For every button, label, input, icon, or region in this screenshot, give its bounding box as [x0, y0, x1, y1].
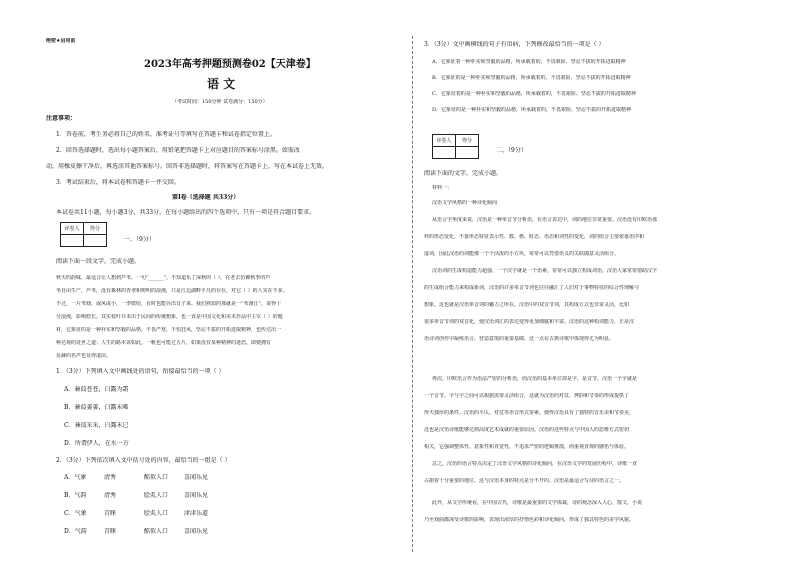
paragraph-line-7: 很多单音节词的双音化，使汉语词汇的表达变得更加细腻和丰富。汉语的这种构词能力，正是汉 [424, 319, 635, 325]
q1-option-a: A．蒹葭苍苍，白露为霜 [64, 386, 129, 393]
passage-line-6: 种达观的处世之道；人生的路本该如此，一帆也可能过五片，如果没有某种精神的迷恋，即便拥有 [56, 340, 272, 346]
q3-option-c: C．它象征着的是一种朴实和坚毅的品格，所承载着的，不畏艰险、坚忍不拔的开拓进取精神 [432, 91, 636, 97]
score-label-2: 得分 [456, 135, 479, 147]
paragraph-line-4: 汉语词的生成构造能力超强，一个汉字就是一个语素，常常可以独立构成词语。汉语大家常常借助汉字 [432, 268, 658, 274]
secret-label: 绝密★启用前 [46, 38, 76, 44]
q1-option-d: D．所谓伊人，在水一方 [64, 440, 129, 447]
read-prompt-2: 阅读下面的文字，完成小题。 [424, 170, 503, 177]
grader-label-2: 评卷人 [433, 135, 456, 147]
passage-line-7: 显赫的名声也显得凄凉。 [56, 353, 112, 359]
exam-title: 2023年高考押题预测卷02【天津卷】 [144, 59, 316, 70]
notes-heading: 注意事项： [46, 115, 77, 122]
q1-option-c: C．蒹葭采采，白露未已 [64, 422, 129, 429]
passage-line-2: 苇自由生产，芦苇，没有森林的青翠和树明的浪漫，只是江边湖畔平凡的存在，对它（ ）的人实在不多。 [56, 288, 288, 294]
note-1: 1．答卷前，考生务必将自己的姓名、准考证号等填写在答题卡和试卷指定位置上。 [56, 131, 276, 138]
paragraph-line-14: 总之，汉语的语言特点决定了汉语文学风格的诗化倾向，在汉语文学的发展历程中，诗歌一直 [432, 461, 638, 467]
q2-option-c: C．气象 青睐 脍炙人口 津津乐道 [64, 510, 209, 517]
note-2: 2．回答选择题时，选出每小题答案后，用铅笔把答题卡上对应题目的答案标号涂黑。如需改 [56, 147, 300, 154]
paragraph-line-9: 再次，印欧语言作为语法严密的分析语，而汉语的基本单位却是字，是音节，汉语一个字就是 [432, 376, 638, 382]
q2-option-d: D．气韵 青睐 酷似人口 喜闻乐见 [64, 528, 209, 535]
q3-option-d: D．它象征的是一种朴实和坚毅的品格，所承载着的，不畏艰险、坚忍不拔的开拓进取精神 [432, 107, 632, 113]
material-subtitle: 汉语文学风格的一种诗化倾向 [432, 200, 498, 206]
section-1-heading: 一、（9分） [124, 236, 155, 243]
passage-line-3: 不过，一片苇塘，或风或小，一季缤纷，有时也能亮出日子来。我们熟知的那就是一“苇渡江”，说得十 [56, 301, 282, 307]
score-box-2 [432, 134, 479, 159]
section-2-heading: 二、（9分） [496, 147, 527, 154]
note-3: 3．考试结束后，将本试卷和答题卡一并交回。 [56, 179, 180, 186]
q1-option-b: B．蒹葭萋萋，白露未晞 [64, 404, 129, 411]
q3-option-b: B．它象征的是一种朴实和坚毅的品格，所承载着的，不畏艰险、坚忍不拔的开拓进取精神 [432, 75, 631, 81]
paragraph-line-6: 想象，这也就是汉语单音词的魅力之所在。汉语中的双音节词，其构成方式也非常灵活，比如 [424, 302, 630, 308]
q2-option-b: B．气韵 清秀 脍炙人口 喜闻乐见 [64, 492, 209, 499]
paragraph-line-10: 一个音节，字与字之间可以根据需要灵活组合，这就为汉语的对仗、押韵和节奏的形成提供了 [424, 393, 630, 399]
paragraph-line-15: 占据着十分重要的地位，这与汉语本身的特点是分不开的。汉语是最适合写诗的语言之一。 [424, 478, 625, 484]
q2-stem: 2．（3分）下列依次填入文中括号处的内容，最恰当的一组是（ ） [56, 457, 231, 464]
material-label: 材料一： [432, 185, 453, 191]
passage-line-1: 秋天的韵味，最适合让人想到芦苇，一句“______”，不知道乐了深秋的（ ）。在老去仿佛秋季的芦 [56, 275, 271, 281]
score-box-1 [60, 222, 107, 247]
grader-cell-2 [433, 147, 456, 159]
column-divider [412, 36, 414, 552]
score-cell [84, 235, 107, 247]
paragraph-line-13: 相关，它强调整体性、意象性和直觉性，不追求严密的逻辑推演，而重视直观的感悟与体验。 [424, 444, 630, 450]
q3-stem: 3．（3分）文中画横线的句子有语病，下列修改最恰当的一项是（ ） [424, 41, 605, 48]
exam-info: （考试时间：150分钟 试卷满分：150分） [172, 99, 268, 105]
paragraph-line-8: 语诗词创作中凝练语言、营造意境的重要基础，这一点在古典诗歌中体现得尤为明显。 [424, 336, 615, 342]
q3-option-a: A．它象征着一种朴实和坚毅的品格，所承载着的，不畏艰险、坚忍不拔的开拓进取精神 [432, 59, 626, 65]
paragraph-line-16: 此外，从文学传统看，在中国古代，诗歌是最重要的文学体裁，诗的观念深入人心，散文、小说 [432, 500, 643, 506]
paragraph-line-1: 从语言学角度来说，汉语是一种单音节分析语，在语言表达中，词的地位非常重要。汉语没有印欧语那 [432, 217, 658, 223]
paragraph-line-2: 样的形态变化，不靠形态特征表示性、数、格、时态、语态和词性的变化，词的组合主要依靠语序和 [424, 234, 645, 240]
passage-line-5: 材，它象征的是一种朴实和坚毅的品格，不畏严寒，不怕狂风，坚忍不拔的开拓进取精神，也传达出一 [56, 327, 282, 333]
q1-stem: 1．（3分）下列填入文中画线处的语句，衔接最恰当的一项（ ） [56, 368, 225, 375]
paragraph-line-3: 虚词，因此汉语的词能像一个个活泼的小方块，常常可以凭借语义的关联随意灵活组合。 [424, 251, 620, 257]
q2-option-a: A．气象 清秀 酷似人口 喜闻乐见 [64, 474, 209, 481]
part1-intro: 本试卷共11小题，每小题3分，共33分。在每小题给出的四个选项中，只有一项是符合题目要求。 [56, 209, 316, 216]
paragraph-line-5: 的生成组合能力来构成新词，汉语的许多单音节词也往往融汇了人们对于事物特征的综合性理解与 [424, 285, 640, 291]
passage-line-4: 分浪漫，影响悠长，其实枝叶并未出于民间的传统想象，也一直是中国文化和美术作品中主宰（ ）的题 [56, 314, 283, 320]
score-cell-2 [456, 147, 479, 159]
paragraph-line-12: 这也是汉语诗歌能够达到高度艺术成就的重要原因。汉语的这些特点与中国人的思维方式密切 [424, 427, 630, 433]
subject-title: 语 文 [207, 77, 236, 91]
paragraph-line-17: 乃至戏曲都深受诗歌的影响，表现出浓厚的抒情色彩和诗化倾向，形成了独具特色的美学风貌。 [424, 517, 635, 523]
grader-label: 评卷人 [61, 223, 84, 235]
paragraph-line-11: 得天独厚的条件。汉语的平仄、对仗等语音形式要素，使得汉语具有了独特的音乐美和节奏美， [424, 410, 635, 416]
part1-title: 第Ⅰ卷（选择题 共33分） [172, 194, 240, 201]
score-label: 得分 [84, 223, 107, 235]
read-prompt-1: 阅读下面一段文字，完成小题。 [56, 258, 141, 265]
note-2-cont: 动，用橡皮擦干净后，再选涂其他答案标号。回答非选择题时，将答案写在答题卡上，写在本试卷上无效。 [46, 163, 329, 170]
grader-cell [61, 235, 84, 247]
